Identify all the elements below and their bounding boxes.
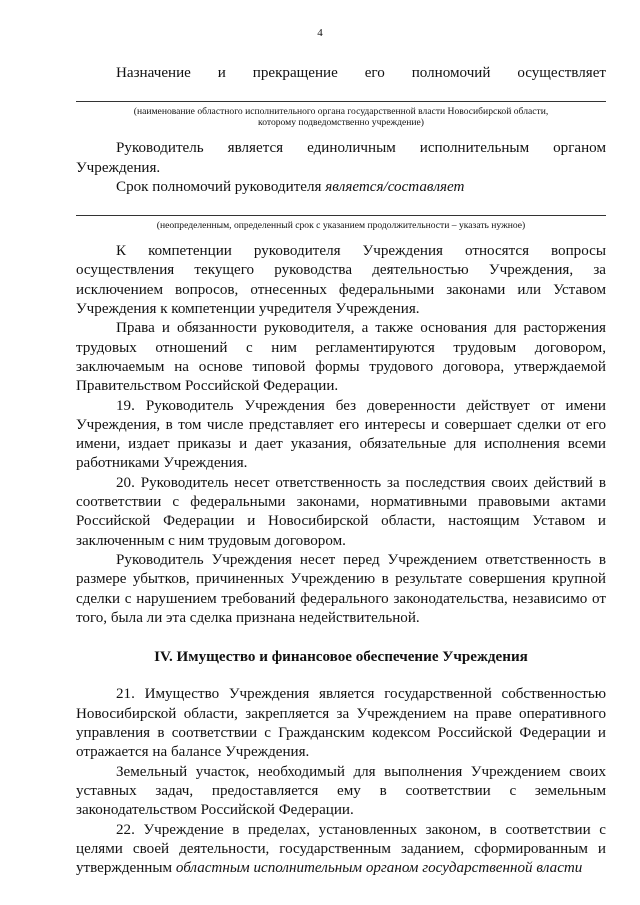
term-caption: (неопределенным, определенный срок с указанием продолжительности – указать нужное) bbox=[156, 220, 526, 232]
term-italic: является/составляет bbox=[325, 178, 465, 195]
appointment-text: Назначение и прекращение его полномочий осуществляет bbox=[116, 65, 606, 81]
clause-19-paragraph: 19. Руководитель Учреждения без доверенности действует от имени Учреждения, в том числе представляет его интересы и совершает сделки от его имени, издает приказы и дает указания, обязательные для исполнения всеми работниками Учреждения. bbox=[76, 397, 606, 472]
appointment-caption-line2: которому подведомственно учреждение) bbox=[258, 117, 424, 129]
liability-paragraph: Руководитель Учреждения несет перед Учреждением ответственность в размере убытков, причиненных Учреждению в результате совершения крупной сделки с нарушением требований федерального законодательства, независимо от того, была ли эта сделка признана недействительной. bbox=[76, 551, 606, 626]
term-paragraph bbox=[76, 178, 606, 197]
clause-21-paragraph: 21. Имущество Учреждения является государственной собственностью Новосибирской области, закрепляется за Учреждением на праве оперативного управления в соответствии с Гражданским кодексом Российской Федерации и отражается на балансе Учреждения. bbox=[76, 686, 606, 761]
clause-22-text: 22. Учреждение в пределах, установленных законом, в соответствии с целями своей деятельности, государственным заданием, сформированным и утвержденным bbox=[76, 821, 606, 877]
term-prefix: Срок полномочий руководителя bbox=[116, 178, 326, 195]
appointment-caption-line1: (наименование областного исполнительного органа государственной власти Новосибирской области, bbox=[133, 106, 549, 118]
term-fill-line bbox=[76, 197, 606, 216]
appointment-fill-line bbox=[76, 83, 606, 102]
land-paragraph: Земельный участок, необходимый для выполнения Учреждением своих уставных задач, предоставляется ему в соответствии с земельным законодательством Российской Федерации. bbox=[76, 763, 606, 819]
rights-paragraph: Права и обязанности руководителя, а также основания для расторжения трудовых отношений с ним регламентируются трудовым договором, заключаемым на основе типовой формы трудового договора, утверждаемой Правительством Российской Федерации. bbox=[76, 320, 606, 395]
clause-20-paragraph: 20. Руководитель несет ответственность за последствия своих действий в соответствии с федеральными законами, нормативными правовыми актами Российской Федерации и Новосибирской области, настоящим Уставом и заключенным с ним трудовым договором. bbox=[76, 474, 606, 549]
section-heading: IV. Имущество и финансовое обеспечение Учреждения bbox=[154, 649, 528, 666]
competence-paragraph: К компетенции руководителя Учреждения относятся вопросы осуществления текущего руководства деятельностью Учреждения, за исключением вопросов, отнесенных федеральными законами или Уставом Учреждения к компетенции учредителя Учреждения. bbox=[76, 243, 606, 318]
clause-22-italic: областным исполнительным органом государственной власти bbox=[175, 860, 583, 877]
sole-body-paragraph: Руководитель является единоличным исполнительным органом Учреждения. bbox=[76, 140, 606, 176]
page-content bbox=[76, 0, 606, 878]
clause-22-paragraph bbox=[76, 821, 606, 879]
page-number: 4 bbox=[317, 27, 323, 39]
